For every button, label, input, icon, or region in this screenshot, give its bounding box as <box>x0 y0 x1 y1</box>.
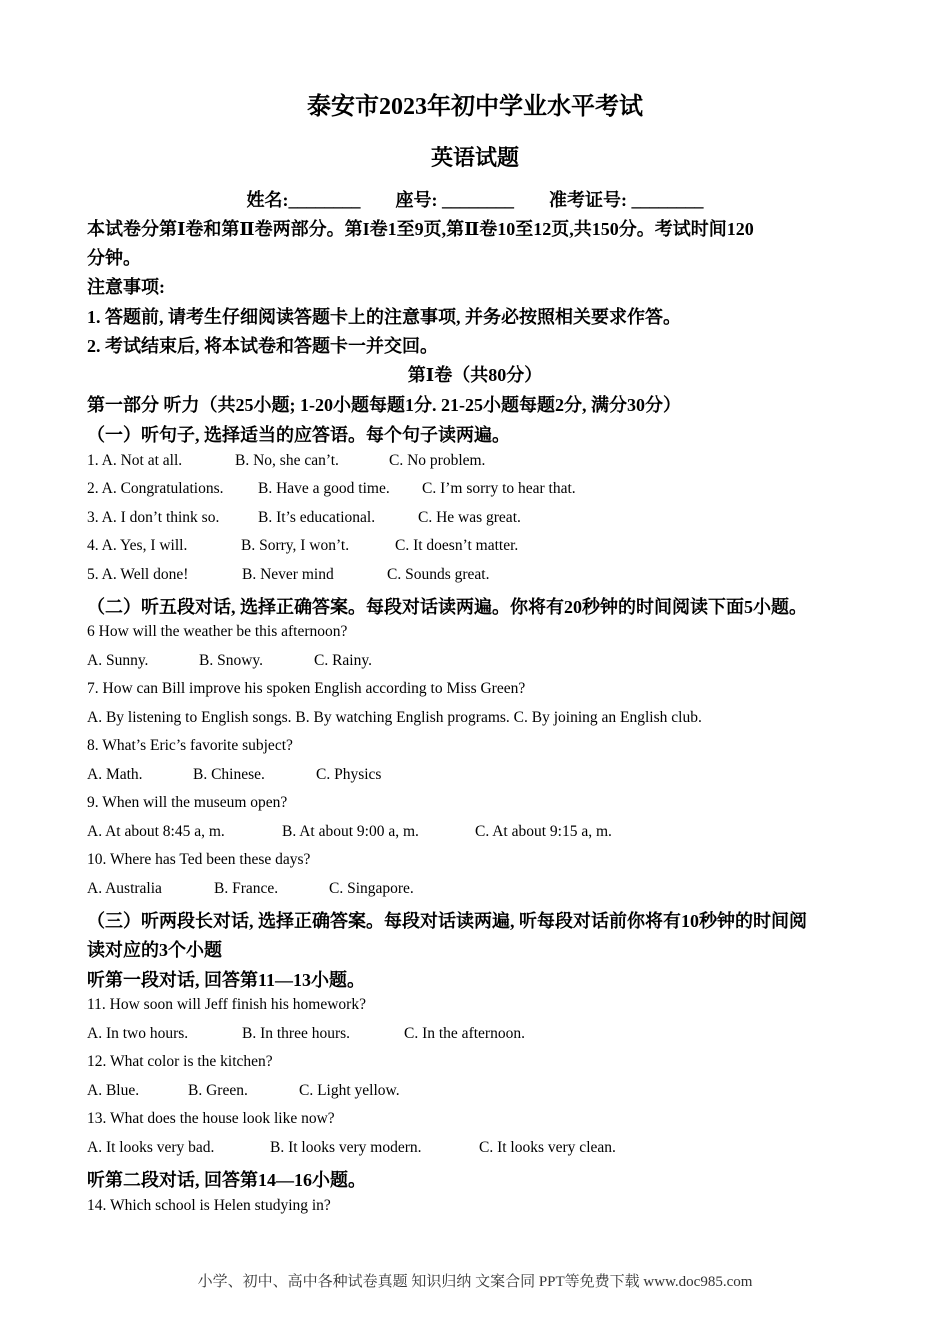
option: C. At about 9:15 a, m. <box>475 823 612 840</box>
question-8: 8. What’s Eric’s favorite subject? <box>87 737 293 754</box>
option: B. Have a good time. <box>258 480 390 497</box>
option: C. Singapore. <box>329 880 414 897</box>
volume-heading: 第Ⅰ卷（共80分） <box>407 365 543 385</box>
notice-title: 注意事项: <box>87 277 165 297</box>
option: B. It looks very modern. <box>270 1139 422 1156</box>
option: B. Snowy. <box>199 652 264 669</box>
question-6-options <box>87 652 372 670</box>
question-5 <box>87 566 489 584</box>
option: A. In two hours. <box>87 1025 189 1042</box>
intro-line-1: 本试卷分第Ⅰ卷和第Ⅱ卷两部分。第I卷1至9页,第Ⅱ卷10至12页,共150分。考试时间120 <box>87 219 754 239</box>
option: 2. A. Congratulations. <box>87 480 224 497</box>
question-13: 13. What does the house look like now? <box>87 1110 335 1127</box>
question-6: 6 How will the weather be this afternoon? <box>87 623 348 640</box>
option: B. At about 9:00 a, m. <box>282 823 419 840</box>
notice-2: 2. 考试结束后, 将本试卷和答题卡一并交回。 <box>87 336 438 356</box>
option: C. Sounds great. <box>387 566 490 583</box>
question-7: 7. How can Bill improve his spoken English according to Miss Green? <box>87 680 526 697</box>
option: C. I’m sorry to hear that. <box>422 480 576 497</box>
option: C. Light yellow. <box>299 1082 400 1099</box>
part-1-heading: 第一部分 听力（共25小题; 1-20小题每题1分. 21-25小题每题2分, 满分30分） <box>87 395 681 415</box>
name-field: 姓名:________ <box>246 190 361 210</box>
option: B. Sorry, I won’t. <box>241 537 350 554</box>
option: C. Physics <box>316 766 382 783</box>
option: B. No, she can’t. <box>235 452 339 469</box>
notice-1: 1. 答题前, 请考生仔细阅读答题卡上的注意事项, 并务必按照相关要求作答。 <box>87 307 681 327</box>
question-10-options <box>87 880 414 898</box>
option: B. Chinese. <box>193 766 265 783</box>
section-3-heading-line-2: 读对应的3个小题 <box>87 940 222 960</box>
option: C. In the afternoon. <box>404 1025 525 1042</box>
intro-line-2: 分钟。 <box>87 248 141 268</box>
option: A. It looks very bad. <box>87 1139 215 1156</box>
section-2-heading: （二）听五段对话, 选择正确答案。每段对话读两遍。你将有20秒钟的时间阅读下面5小题。 <box>87 597 807 617</box>
option: 1. A. Not at all. <box>87 452 183 469</box>
option: A. Math. <box>87 766 143 783</box>
question-8-options <box>87 766 381 784</box>
question-3 <box>87 509 521 527</box>
option: A. Blue. <box>87 1082 140 1099</box>
candidate-info <box>0 186 950 212</box>
option: C. No problem. <box>389 452 486 469</box>
option: B. France. <box>214 880 279 897</box>
option: A. Australia <box>87 880 162 897</box>
option: C. Rainy. <box>314 652 372 669</box>
page-footer: 小学、初中、高中各种试卷真题 知识归纳 文案合同 PPT等免费下载 www.doc985.com <box>197 1274 753 1290</box>
option: C. It doesn’t matter. <box>395 537 519 554</box>
dialog-1-heading: 听第一段对话, 回答第11—13小题。 <box>87 970 366 990</box>
option: B. In three hours. <box>242 1025 351 1042</box>
question-9: 9. When will the museum open? <box>87 794 288 811</box>
seat-field: 座号: ________ <box>395 190 514 210</box>
exam-subtitle: 英语试题 <box>430 145 519 170</box>
question-4 <box>87 537 518 555</box>
question-13-options <box>87 1139 616 1157</box>
option: 4. A. Yes, I will. <box>87 537 188 554</box>
option: 5. A. Well done! <box>87 566 189 583</box>
question-10: 10. Where has Ted been these days? <box>87 851 311 868</box>
dialog-2-heading: 听第二段对话, 回答第14—16小题。 <box>87 1170 366 1190</box>
question-12-options <box>87 1082 400 1100</box>
option: A. Sunny. <box>87 652 149 669</box>
section-3-heading-line-1: （三）听两段长对话, 选择正确答案。每段对话读两遍, 听每段对话前你将有10秒钟的时间阅 <box>87 911 807 931</box>
option: B. Never mind <box>242 566 334 583</box>
question-12: 12. What color is the kitchen? <box>87 1053 273 1070</box>
question-11-options <box>87 1025 525 1043</box>
section-1-heading: （一）听句子, 选择适当的应答语。每个句子读两遍。 <box>87 425 510 445</box>
option: 3. A. I don’t think so. <box>87 509 220 526</box>
option: A. At about 8:45 a, m. <box>87 823 225 840</box>
question-14: 14. Which school is Helen studying in? <box>87 1197 331 1214</box>
exam-title: 泰安市2023年初中学业水平考试 <box>307 94 643 120</box>
question-2 <box>87 480 576 498</box>
exam-id-field: 准考证号: ________ <box>549 190 704 210</box>
question-11: 11. How soon will Jeff finish his homework? <box>87 996 366 1013</box>
option: B. Green. <box>188 1082 248 1099</box>
question-7-options: A. By listening to English songs. B. By watching English programs. C. By joining an English club. <box>87 709 702 726</box>
option: C. It looks very clean. <box>479 1139 616 1156</box>
question-1 <box>87 452 485 470</box>
option: B. It’s educational. <box>258 509 376 526</box>
question-9-options <box>87 823 612 841</box>
option: C. He was great. <box>418 509 521 526</box>
